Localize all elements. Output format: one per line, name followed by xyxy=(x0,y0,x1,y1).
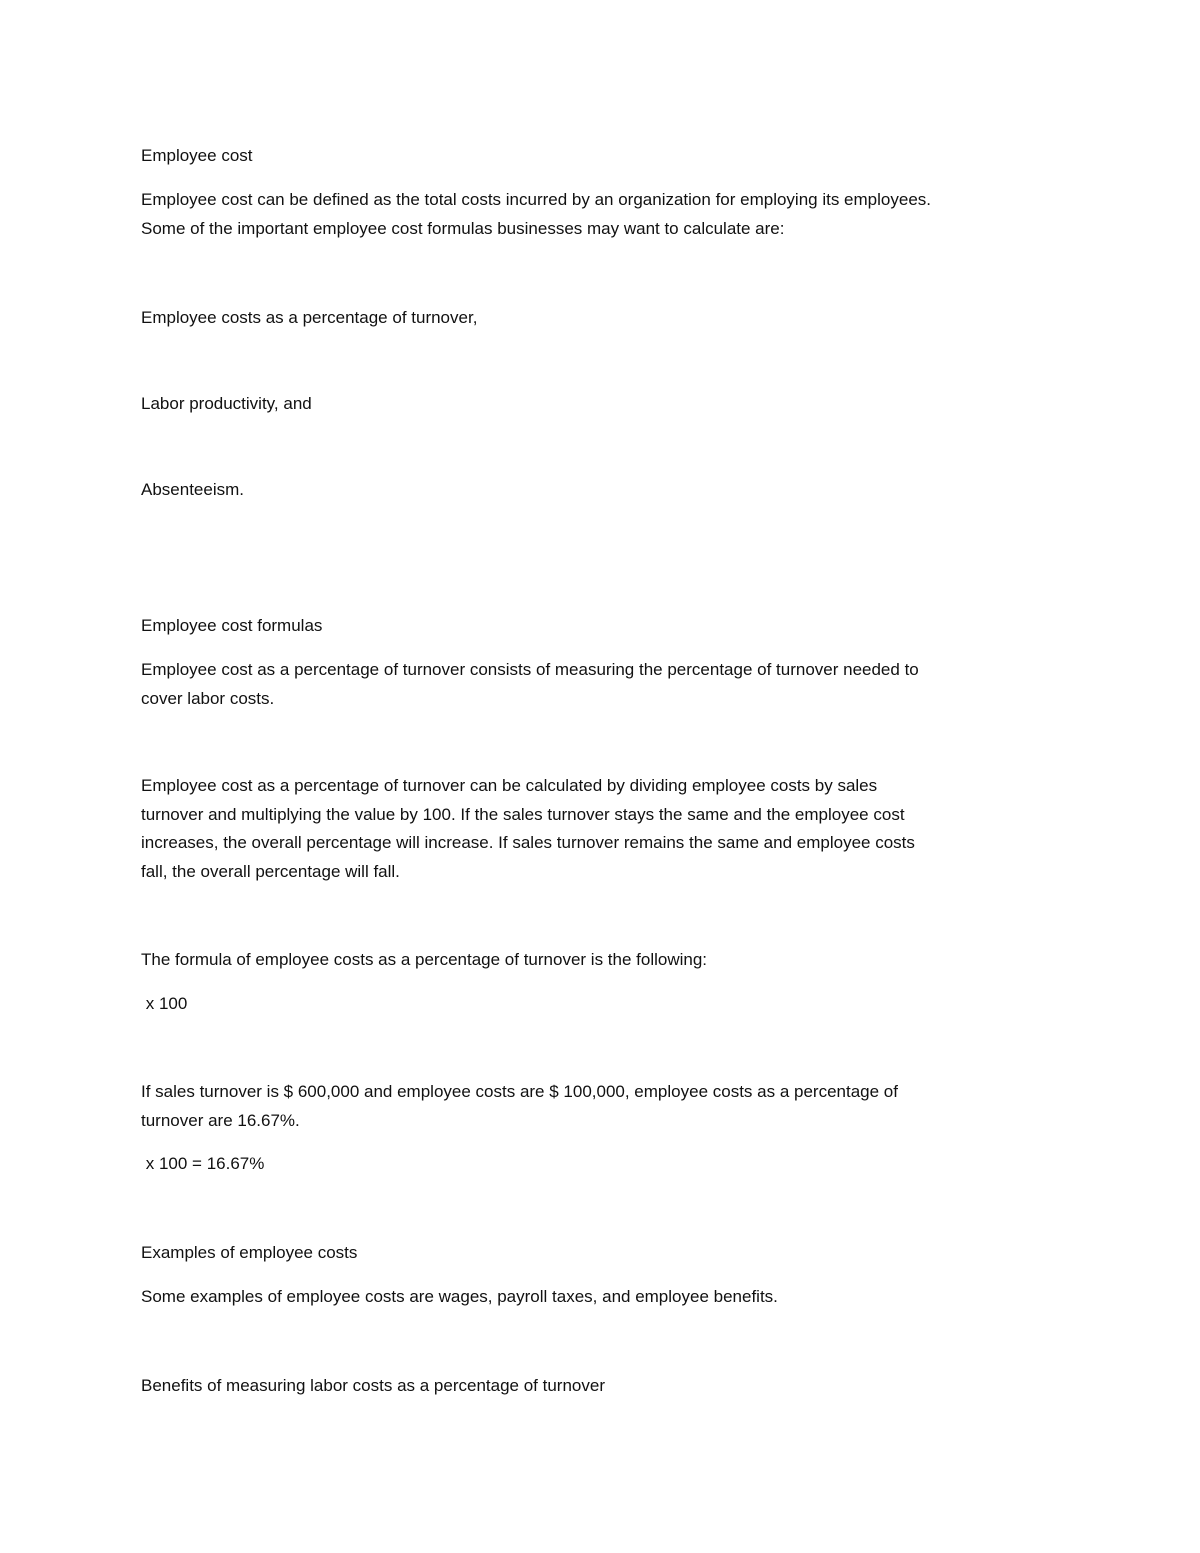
heading-employee-cost: Employee cost xyxy=(141,146,253,165)
list-item: Labor productivity, and xyxy=(141,394,312,413)
list-item: Employee costs as a percentage of turnover, xyxy=(141,308,478,327)
list-item: Absenteeism. xyxy=(141,480,244,499)
paragraph: The formula of employee costs as a percentage of turnover is the following: xyxy=(141,950,708,969)
formula-example: x 100 = 16.67% xyxy=(141,1154,265,1173)
heading-examples: Examples of employee costs xyxy=(141,1243,358,1262)
heading-benefits: Benefits of measuring labor costs as a percentage of turnover xyxy=(141,1376,605,1395)
heading-formulas: Employee cost formulas xyxy=(141,616,323,635)
paragraph: If sales turnover is $ 600,000 and employee costs are $ 100,000, employee costs as a percentage of turnover are 16.67%. xyxy=(141,1082,898,1130)
paragraph: Some examples of employee costs are wages, payroll taxes, and employee benefits. xyxy=(141,1287,778,1306)
formula: x 100 xyxy=(141,994,188,1013)
paragraph: Employee cost as a percentage of turnover consists of measuring the percentage of turnover needed to cover labor costs. xyxy=(141,660,919,708)
paragraph: Employee cost can be defined as the total costs incurred by an organization for employing its employees. Some of the important employee cost formulas businesses may want to calculate are: xyxy=(141,190,931,238)
paragraph: Employee cost as a percentage of turnover can be calculated by dividing employee costs by sales turnover and multiplying the value by 100. If the sales turnover stays the same and the employee cost increases, the overall percentage will increase. If sales turnover remains the same and employee costs fall, the overall percentage will fall. xyxy=(141,776,915,881)
